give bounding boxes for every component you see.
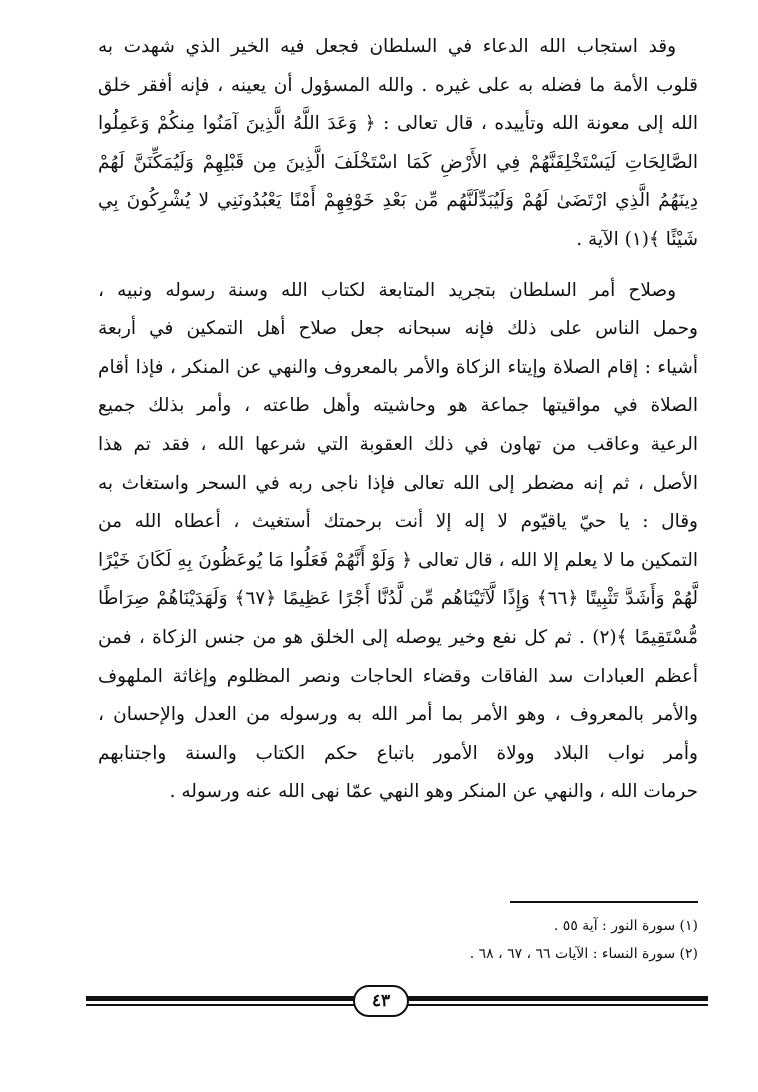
text-line: أعظم العبادات سد الفاقات وقضاء الحاجات ونصر المظلوم وإغاثة الملهوف bbox=[98, 665, 698, 687]
text-line: التمكين ما لا يعلم إلا الله ، قال تعالى ﴿ وَلَوْ أَنَّهُمْ فَعَلُوا مَا يُوعَظُونَ بِهِ لَكَانَ خَيْرًا bbox=[98, 549, 698, 571]
text-line: وقال : يا حيّ ياقيّوم لا إله إلا أنت برحمتك أستغيث ، أعطاه الله من bbox=[98, 511, 698, 533]
text-line: قلوب الأمة ما فضله به على غيره . والله المسؤول أن يعينه ، فإنه أفقر خلق bbox=[98, 74, 698, 96]
quran-verse-line: لَّهُمْ وَأَشَدَّ تَثْبِيتًا ﴿٦٦﴾ وَإِذًا لَّآتَيْنَاهُم مِّن لَّدُنَّا أَجْرًا عَظِيمًا ﴿٦٧﴾ وَلَهَدَيْنَاهُمْ صِرَاطًا bbox=[98, 588, 698, 610]
text-line: وقد استجاب الله الدعاء في السلطان فجعل فيه الخير الذي شهدت به bbox=[98, 36, 676, 57]
text-line: وأمر نواب البلاد وولاة الأمور باتباع حكم الكتاب والسنة واجتنابهم bbox=[98, 742, 698, 764]
text-line: الله إلى معونة الله وتأييده ، قال تعالى : ﴿ وَعَدَ اللَّهُ الَّذِينَ آمَنُوا مِنكُمْ وَعَمِلُوا bbox=[98, 113, 698, 135]
text-line: شَيْئًا ﴾(١) الآية . bbox=[576, 228, 698, 250]
text-line: والأمر بالمعروف ، وهو الأمر بما أمر الله به ورسوله من العدل والإحسان ، bbox=[98, 704, 698, 726]
footnote: (١) سورة النور : آية ٥٥ . bbox=[553, 918, 698, 934]
quran-verse-line: الصَّالِحَاتِ لَيَسْتَخْلِفَنَّهُمْ فِي الأَرْضِ كَمَا اسْتَخْلَفَ الَّذِينَ مِن قَبْلِهِمْ وَلَيُمَكِّنَنَّ لَهُمْ bbox=[98, 151, 698, 173]
text-line: الرعية وعاقب من تهاون في ذلك العقوبة التي شرعها الله ، فقد تم هذا bbox=[98, 433, 698, 455]
text-line: وحمل الناس على ذلك فإنه سبحانه جعل صلاح أهل التمكين في أربعة bbox=[98, 318, 698, 340]
footnote-separator bbox=[510, 901, 698, 903]
text-line: حرمات الله ، والنهي عن المنكر وهو النهي عمّا نهى الله عنه ورسوله . bbox=[169, 781, 698, 803]
text-line: وصلاح أمر السلطان بتجريد المتابعة لكتاب الله وسنة رسوله ونبيه ، bbox=[98, 279, 676, 301]
page-number: ٤٣ bbox=[353, 985, 409, 1017]
text-line: مُّسْتَقِيمًا ﴾(٢) . ثم كل نفع وخير يوصله إلى الخلق هو من جنس الزكاة ، فمن bbox=[98, 626, 698, 648]
footnotes bbox=[98, 912, 698, 968]
text-line: الأصل ، ثم إنه مضطر إلى الله تعالى فإذا ناجى ربه في السحر واستغاث به bbox=[98, 472, 698, 494]
text-line: الصلاة في مواقيتها جماعة هو وحاشيته وأهل طاعته ، وأمر بذلك جميع bbox=[98, 395, 698, 417]
text-line: أشياء : إقام الصلاة وإيتاء الزكاة والأمر بالمعروف والنهي عن المنكر ، فإذا أقام bbox=[98, 356, 698, 378]
body-text bbox=[98, 28, 698, 812]
footnote: (٢) سورة النساء : الآيات ٦٦ ، ٦٧ ، ٦٨ . bbox=[469, 946, 698, 962]
quran-verse-line: دِينَهُمُ الَّذِي ارْتَضَىٰ لَهُمْ وَلَيُبَدِّلَنَّهُم مِّن بَعْدِ خَوْفِهِمْ أَمْنًا يَعْبُدُونَنِي لا يُشْرِكُونَ بِي bbox=[98, 190, 698, 212]
